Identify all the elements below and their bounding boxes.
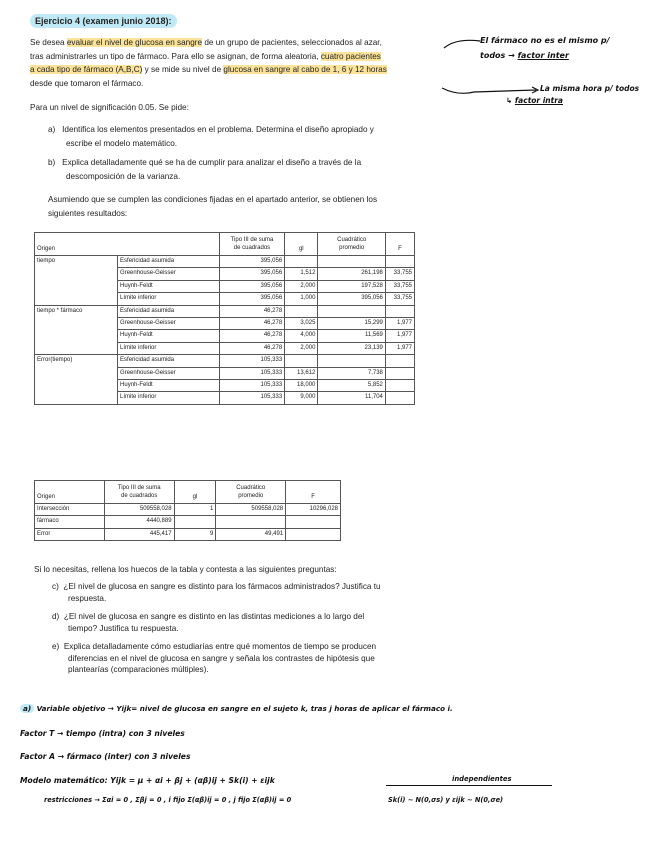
cell-ss: 4440,889 [104, 516, 174, 528]
row-label: fármaco [35, 516, 105, 528]
answer-line-4: Modelo matemático: Yijk = μ + αi + βj + (αβ)ij + Sk(i) + εijk [20, 776, 275, 785]
row-label: Huynh-Feldt [118, 380, 220, 392]
cell-gl: 3,025 [285, 318, 318, 330]
cell-gl [285, 305, 318, 317]
cell-ms: 7,738 [318, 367, 385, 379]
cell-gl [174, 516, 216, 528]
anova-inter-table [34, 480, 341, 541]
table-header-row [35, 233, 415, 256]
answer-line-3: Factor A → fármaco (inter) con 3 niveles [20, 752, 191, 761]
cell-gl [285, 256, 318, 268]
row-label: Esfericidad asumida [118, 305, 220, 317]
cell-ss: 105,333 [219, 392, 284, 404]
note-intra-line2 [506, 96, 563, 105]
cell-f [385, 367, 414, 379]
question-a [48, 123, 448, 150]
cell-ss: 105,333 [219, 380, 284, 392]
header-ms [318, 233, 385, 256]
fill-instructions: Si lo necesitas, rellena los huecos de la tabla y contesta a las siguientes preguntas: [34, 565, 337, 574]
cell-ms: 11,569 [318, 330, 385, 342]
question-text: escribe el modelo matemático. [66, 138, 178, 148]
row-label: Greenhouse-Geisser [118, 318, 220, 330]
cell-f: 1,977 [385, 342, 414, 354]
cell-f: 1,977 [385, 318, 414, 330]
significance-text: Para un nivel de significación 0.05. Se pide: [30, 103, 189, 112]
header-gl: gl [174, 481, 216, 504]
cell-ms: 23,139 [318, 342, 385, 354]
cell-gl: 1,000 [285, 293, 318, 305]
cell-ss: 395,056 [219, 256, 284, 268]
group-label: Error(tiempo) [35, 355, 118, 405]
cell-f: 33,755 [385, 293, 414, 305]
cell-f [385, 256, 414, 268]
header-text: de cuadrados [233, 245, 271, 251]
table-row [35, 504, 341, 516]
cell-f [286, 516, 341, 528]
cell-ss: 105,333 [219, 367, 284, 379]
cell-gl: 2,000 [285, 280, 318, 292]
question-label: e) [52, 642, 60, 651]
question-text: respuesta. [68, 593, 107, 603]
question-text: ¿El nivel de glucosa en sangre es distinto en las distintas mediciones a lo largo del [63, 612, 365, 621]
cell-f: 10296,028 [286, 504, 341, 516]
table-row [35, 256, 415, 268]
exercise-title: Ejercicio 4 (examen junio 2018): [30, 14, 177, 28]
question-text: Identifica los elementos presentados en el problema. Determina el diseño apropiado y [62, 125, 374, 134]
header-origen: Origen [35, 233, 118, 256]
intro-text: Se desea [30, 38, 67, 47]
group-label: tiempo * fármaco [35, 305, 118, 355]
highlight-text: a cada tipo de fármaco (A,B,C) [30, 65, 143, 74]
row-label: Huynh-Feldt [118, 330, 220, 342]
header-f: F [286, 481, 341, 504]
cell-ss: 395,056 [219, 268, 284, 280]
question-text: tiempo? Justifica tu respuesta. [68, 623, 179, 633]
cell-ss: 395,056 [219, 280, 284, 292]
question-b [48, 156, 448, 183]
cell-f [385, 380, 414, 392]
note-text: todos → [480, 51, 518, 60]
note-inter-line1: El fármaco no es el mismo p/ [480, 36, 610, 45]
cell-ms: 11,704 [318, 392, 385, 404]
intro-text: de un grupo de pacientes, seleccionados al azar, [202, 38, 382, 47]
cell-ss: 105,333 [219, 355, 284, 367]
answer-line-5b: Sk(i) ~ N(0,σs) y εijk ~ N(0,σe) [388, 796, 504, 804]
note-factor-intra: factor intra [514, 96, 563, 105]
table-row [35, 305, 415, 317]
group-label: tiempo [35, 256, 118, 306]
row-label: Límite inferior [118, 293, 220, 305]
cell-gl: 4,000 [285, 330, 318, 342]
cell-ms [216, 516, 286, 528]
cell-ms: 395,056 [318, 293, 385, 305]
answer-label: a) [20, 704, 34, 713]
table-header-row [35, 481, 341, 504]
row-label: Esfericidad asumida [118, 355, 220, 367]
cell-ms: 5,852 [318, 380, 385, 392]
cell-ms: 261,198 [318, 268, 385, 280]
cell-ss: 509558,028 [104, 504, 174, 516]
row-label: Intersección [35, 504, 105, 516]
assume-line: siguientes resultados: [48, 208, 128, 218]
row-label: Error [35, 528, 105, 540]
row-label: Límite inferior [118, 392, 220, 404]
highlight-text: evaluar el nivel de glucosa en sangre [66, 38, 203, 47]
divider [386, 785, 552, 786]
cell-ms: 15,299 [318, 318, 385, 330]
intro-text: y se mide su nivel de [142, 65, 224, 74]
question-text: diferencias en el nivel de glucosa en sangre y señala los contrastes de hipótesis que [68, 653, 375, 663]
cell-f: 33,755 [385, 280, 414, 292]
question-text: descomposición de la varianza. [66, 171, 181, 181]
cell-f [385, 305, 414, 317]
note-inter-line2 [480, 51, 569, 60]
question-label: b) [48, 158, 56, 167]
cell-ms: 509558,028 [216, 504, 286, 516]
note-factor-inter: factor inter [517, 51, 569, 60]
header-f: F [385, 233, 414, 256]
cell-f [286, 528, 341, 540]
intro-text: desde que tomaron el fármaco. [30, 78, 144, 88]
answer-line-5: restricciones → Σαi = 0 , Σβj = 0 , i fijo Σ(αβ)ij = 0 , j fijo Σ(αβ)ij = 0 [44, 796, 292, 804]
header-text: Cuadrático [337, 237, 367, 243]
cell-ss: 46,278 [219, 342, 284, 354]
question-label: a) [48, 125, 56, 134]
row-label: Esfericidad asumida [118, 256, 220, 268]
answer-line-2: Factor T → tiempo (intra) con 3 niveles [20, 729, 185, 738]
cell-gl [285, 355, 318, 367]
cell-ms [318, 256, 385, 268]
note-text: ↳ [506, 96, 513, 105]
row-label: Greenhouse-Geisser [118, 268, 220, 280]
question-text: Explica detalladamente cómo estudiarías entre qué momentos de tiempo se producen [63, 642, 377, 651]
question-text: Explica detalladamente qué se ha de cumplir para analizar el diseño a través de la [62, 158, 362, 167]
table-row [35, 516, 341, 528]
cell-ms: 49,491 [216, 528, 286, 540]
cell-ms [318, 305, 385, 317]
table-row [35, 355, 415, 367]
cell-gl: 18,000 [285, 380, 318, 392]
cell-ms: 197,528 [318, 280, 385, 292]
header-text: promedio [339, 245, 365, 251]
cell-gl: 13,612 [285, 367, 318, 379]
cell-ms [318, 355, 385, 367]
cell-gl: 2,000 [285, 342, 318, 354]
highlight-text: cuatro pacientes [320, 51, 381, 61]
row-label: Huynh-Feldt [118, 280, 220, 292]
header-text: Tipo III de suma [117, 485, 161, 491]
question-label: d) [52, 612, 60, 621]
assume-text [48, 193, 448, 220]
row-label: Límite inferior [118, 342, 220, 354]
header-ss [104, 481, 174, 504]
header-text: de cuadrados [120, 493, 158, 499]
header-gl: gl [285, 233, 318, 256]
header-text: promedio [238, 493, 264, 499]
cell-ss: 395,056 [219, 293, 284, 305]
cell-f: 1,977 [385, 330, 414, 342]
row-label: Greenhouse-Geisser [118, 367, 220, 379]
anova-intra-table [34, 232, 415, 405]
intro-text: tras administrarles un tipo de fármaco. Para ello se asignan, de forma aleatoria, [30, 51, 321, 61]
header-ms [216, 481, 286, 504]
question-text: plantearías (comparaciones múltiples). [68, 665, 209, 674]
question-label: c) [52, 582, 59, 591]
answer-text: Variable objetivo → Yijk= nivel de glucosa en sangre en el sujeto k, tras j horas de aplicar el fármaco i. [36, 704, 453, 713]
answer-independent: independientes [452, 775, 512, 783]
cell-ss: 46,278 [219, 318, 284, 330]
cell-f [385, 392, 414, 404]
cell-gl: 9,000 [285, 392, 318, 404]
cell-ss: 445,417 [104, 528, 174, 540]
cell-gl: 9 [174, 528, 216, 540]
cell-gl: 1 [174, 504, 216, 516]
cell-ss: 46,278 [219, 305, 284, 317]
header-text: Cuadrático [236, 485, 266, 491]
intro-paragraph [30, 36, 450, 90]
question-text: ¿El nivel de glucosa en sangre es distinto para los fármacos administrados? Justifica tu [63, 582, 381, 591]
cell-ss: 46,278 [219, 330, 284, 342]
cell-f [385, 355, 414, 367]
cell-gl: 1,512 [285, 268, 318, 280]
header-text: Tipo III de suma [230, 237, 274, 243]
note-intra-line1: La misma hora p/ todos [540, 84, 640, 93]
answer-line-1 [20, 704, 453, 713]
header-ss [219, 233, 284, 256]
highlight-text: glucosa en sangre al cabo de 1, 6 y 12 horas [223, 65, 387, 74]
assume-line: Asumiendo que se cumplen las condiciones fijadas en el apartado anterior, se obtienen los [48, 195, 378, 204]
cell-f: 33,755 [385, 268, 414, 280]
question-d [52, 611, 432, 634]
header-origen: Origen [35, 481, 105, 504]
question-e [52, 641, 432, 676]
table-row [35, 528, 341, 540]
question-c [52, 581, 432, 604]
